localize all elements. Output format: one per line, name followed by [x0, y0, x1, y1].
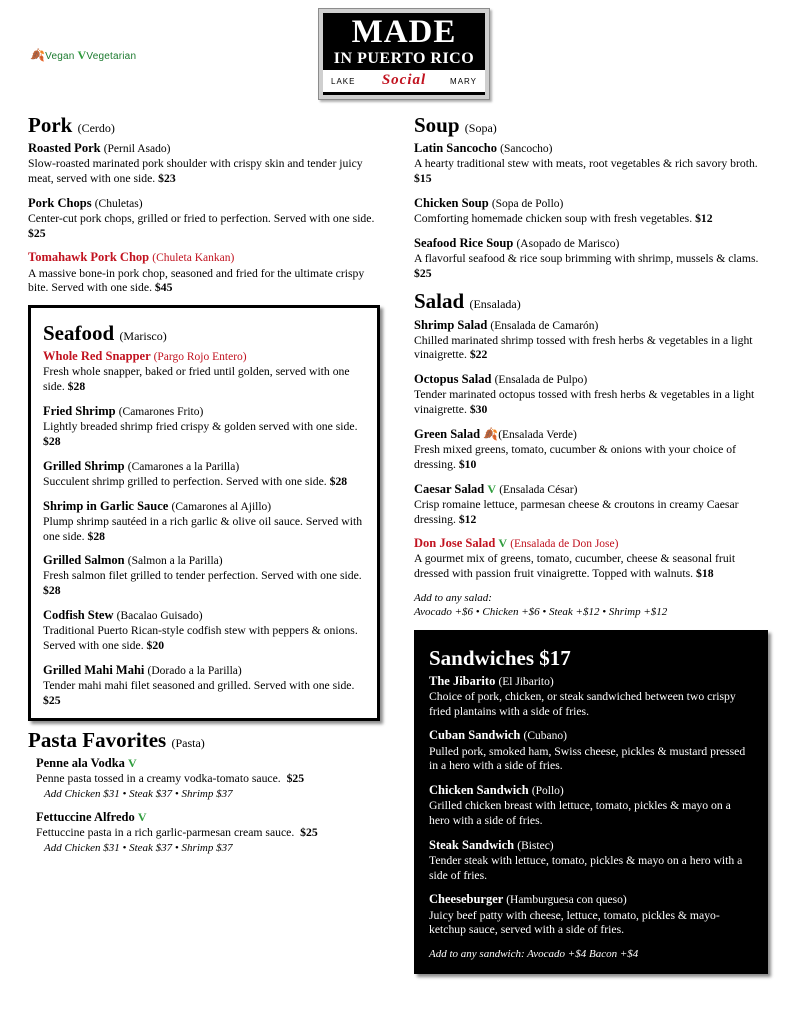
- item-price: $25: [300, 826, 318, 840]
- item-name: Grilled Mahi Mahi (Dorado a la Parilla): [43, 662, 242, 677]
- menu-item: [43, 349, 365, 395]
- menu-item: [43, 663, 365, 709]
- section-title-sandwiches: Sandwiches $17: [429, 645, 571, 670]
- legend-vegan-label: Vegan: [45, 51, 75, 62]
- item-name: Chicken Sandwich (Pollo): [429, 783, 564, 798]
- v-icon: V: [487, 481, 497, 496]
- item-name: Don Jose Salad V (Ensalada de Don Jose): [414, 536, 619, 551]
- item-name: Green Salad 🍂(Ensalada Verde): [414, 426, 577, 441]
- menu-item: [414, 482, 768, 528]
- item-price: $25: [286, 772, 305, 786]
- menu-item: [28, 196, 380, 242]
- menu-item: [429, 728, 753, 774]
- item-name: Steak Sandwich (Bistec): [429, 837, 554, 852]
- item-name: The Jibarito (El Jibarito): [429, 673, 554, 688]
- menu-item: [414, 141, 768, 187]
- section-subtitle-pasta: (Pasta): [171, 736, 205, 751]
- section-seafood: [28, 305, 380, 721]
- item-name: Grilled Salmon (Salmon a la Parilla): [43, 553, 223, 568]
- item-name: Seafood Rice Soup (Asopado de Marisco): [414, 235, 620, 250]
- item-description: Tender mahi mahi filet seasoned and grilled. Served with one side. $25: [43, 678, 355, 707]
- item-name: Whole Red Snapper (Pargo Rojo Entero): [43, 349, 247, 364]
- section-title-pork: Pork (Cerdo): [28, 113, 115, 137]
- item-translation: (Sancocho): [500, 143, 553, 156]
- item-name: Octopus Salad (Ensalada de Pulpo): [414, 372, 588, 387]
- item-description: Lightly breaded shrimp fried crispy & golden served with one side. $28: [43, 420, 358, 448]
- item-translation: (Bacalao Guisado): [116, 609, 203, 622]
- menu-item: [429, 838, 753, 884]
- item-translation: (Dorado a la Parilla): [147, 664, 242, 677]
- item-description: Slow-roasted marinated pork shoulder with crispy skin and tender juicy meat, served with one side. $23: [28, 157, 363, 186]
- item-description: Succulent shrimp grilled to perfection. Served with one side. $28: [43, 474, 348, 488]
- item-price: $28: [67, 380, 86, 394]
- item-translation: (Bistec): [517, 839, 554, 852]
- section-subtitle-soup: (Sopa): [464, 121, 497, 135]
- section-subtitle-pork: (Cerdo): [77, 121, 115, 135]
- item-translation: (Asopado de Marisco): [516, 237, 620, 250]
- item-addons: Add Chicken $31 • Steak $37 • Shrimp $37: [44, 787, 233, 800]
- item-price: $28: [87, 529, 105, 543]
- item-name: Caesar Salad V (Ensalada César): [414, 481, 578, 496]
- item-translation: (Pernil Asado): [103, 143, 171, 156]
- logo-line-in-puerto-rico: IN PUERTO RICO: [333, 50, 475, 67]
- item-addons: Add Chicken $31 • Steak $37 • Shrimp $37: [44, 841, 233, 854]
- menu-item: [36, 756, 380, 801]
- item-description: Penne pasta tossed in a creamy vodka-tomato sauce. $25: [36, 772, 305, 786]
- item-price: $28: [329, 474, 348, 488]
- item-description: Traditional Puerto Rican-style codfish stew with peppers & onions. Served with one side. $20: [43, 624, 358, 652]
- legend-vegetarian-label: Vegetarian: [86, 51, 137, 62]
- salad-addons-label: Add to any salad:: [414, 591, 492, 604]
- item-description: Chilled marinated shrimp tossed with fresh herbs & vegetables in a light vinaigrette. $22: [414, 333, 753, 362]
- item-price: $30: [469, 403, 488, 417]
- item-translation: (Ensalada César): [499, 483, 578, 496]
- menu-item: [429, 892, 753, 938]
- menu-item: [36, 810, 380, 855]
- section-soup: [414, 114, 768, 281]
- item-price: $45: [154, 281, 173, 295]
- item-translation: (El Jibarito): [498, 675, 554, 688]
- item-name: Tomahawk Pork Chop (Chuleta Kankan): [28, 250, 235, 265]
- menu-item: [43, 499, 365, 545]
- menu-item: [414, 536, 768, 582]
- item-price: $25: [414, 266, 432, 280]
- section-pasta: [28, 729, 380, 855]
- item-translation: (Salmon a la Parilla): [127, 555, 223, 568]
- sandwich-addons-line: Add to any sandwich: Avocado +$4 Bacon +$4: [429, 948, 639, 961]
- item-description: Juicy beef patty with cheese, lettuce, tomato, pickles & mayo-ketchup sauce, served with a side of fries.: [429, 908, 720, 937]
- item-price: $25: [28, 226, 46, 240]
- item-price: $12: [695, 212, 713, 225]
- item-description: Fresh salmon filet grilled to tender perfection. Served with one side. $28: [43, 569, 362, 598]
- section-pork: [28, 114, 380, 296]
- item-name: Shrimp in Garlic Sauce (Camarones al Ajillo): [43, 498, 272, 513]
- salad-addons-line: Avocado +$6 • Chicken +$6 • Steak +$12 • Shrimp +$12: [414, 606, 668, 619]
- item-description: Choice of pork, chicken, or steak sandwiched between two crispy fried plantains with a side of fries.: [429, 689, 736, 718]
- v-icon: V: [77, 48, 87, 62]
- v-icon: V: [137, 810, 147, 825]
- item-price: $23: [158, 172, 176, 186]
- menu-item: [28, 250, 380, 296]
- item-translation: (Chuletas): [94, 197, 143, 210]
- item-description: Crisp romaine lettuce, parmesan cheese & croutons in creamy Caesar dressing. $12: [414, 497, 739, 526]
- item-price: $22: [469, 348, 488, 362]
- logo-line-made: MADE: [351, 14, 457, 50]
- leaf-icon: 🍂: [30, 48, 46, 62]
- restaurant-logo: [318, 8, 490, 100]
- item-description: Fresh mixed greens, tomato, cucumber & onions with your choice of dressing. $10: [414, 443, 736, 471]
- item-name: Fried Shrimp (Camarones Frito): [43, 403, 204, 418]
- item-price: $10: [458, 457, 477, 471]
- item-translation: (Camarones a la Parilla): [127, 460, 240, 473]
- section-salad: [414, 290, 768, 619]
- item-translation: (Ensalada de Camarón): [490, 319, 599, 332]
- item-price: $20: [146, 638, 165, 652]
- section-sandwiches: [414, 630, 768, 975]
- menu-item: [43, 608, 365, 654]
- item-translation: (Pollo): [531, 785, 564, 798]
- v-icon: V: [128, 756, 137, 771]
- v-icon: V: [498, 536, 508, 551]
- item-translation: (Sopa de Pollo): [491, 197, 564, 210]
- item-price: $28: [43, 434, 61, 448]
- item-description: A flavorful seafood & rice soup brimming with shrimp, mussels & clams. $25: [414, 251, 759, 280]
- menu-item: [414, 196, 768, 227]
- item-name: Penne ala Vodka V: [36, 756, 137, 771]
- item-name: Latin Sancocho (Sancocho): [414, 141, 553, 156]
- dietary-legend: [30, 48, 136, 63]
- item-price: $28: [43, 584, 61, 598]
- menu-item: [43, 459, 365, 490]
- item-price: $18: [696, 567, 714, 581]
- item-description: Fresh whole snapper, baked or fried until golden, served with one side. $28: [43, 365, 350, 394]
- menu-item: [414, 427, 768, 473]
- item-translation: (Ensalada de Pulpo): [494, 374, 588, 387]
- item-name: Grilled Shrimp (Camarones a la Parilla): [43, 458, 240, 473]
- item-name: Shrimp Salad (Ensalada de Camarón): [414, 317, 599, 332]
- menu-item: [429, 783, 753, 829]
- item-description: Comforting homemade chicken soup with fresh vegetables. $12: [414, 212, 713, 225]
- menu-item: [43, 553, 365, 599]
- item-name: Cheeseburger (Hamburguesa con queso): [429, 892, 627, 907]
- item-translation: (Hamburguesa con queso): [506, 894, 627, 907]
- item-name: Roasted Pork (Pernil Asado): [28, 141, 171, 156]
- item-description: Tender marinated octopus tossed with fresh herbs & vegetables in a light vinaigrette. $30: [414, 388, 755, 417]
- item-name: Pork Chops (Chuletas): [28, 195, 143, 210]
- page-header: [0, 0, 796, 108]
- menu-item: [429, 674, 753, 720]
- menu-item: [43, 404, 365, 450]
- section-title-seafood: Seafood (Marisco): [43, 321, 167, 346]
- item-price: $25: [43, 693, 61, 707]
- item-name: Chicken Soup (Sopa de Pollo): [414, 195, 564, 210]
- item-description: A hearty traditional stew with meats, root vegetables & rich savory broth. $15: [414, 157, 758, 186]
- section-title-soup: Soup (Sopa): [414, 113, 497, 137]
- menu-item: [414, 318, 768, 364]
- item-description: Plump shrimp sautéed in a rich garlic & olive oil sauce. Served with one side. $28: [43, 514, 363, 543]
- section-subtitle-salad: (Ensalada): [469, 297, 521, 312]
- item-price: $12: [458, 512, 477, 526]
- item-name: Cuban Sandwich (Cubano): [429, 728, 567, 743]
- item-name: Codfish Stew (Bacalao Guisado): [43, 607, 203, 622]
- item-description: A gourmet mix of greens, tomato, cucumber, cheese & seasonal fruit dressed with passion fruit vinaigrette. Topped with walnuts. $18: [414, 552, 736, 581]
- menu-item: [28, 141, 380, 187]
- section-subtitle-seafood: (Marisco): [119, 329, 167, 344]
- section-title-salad: Salad (Ensalada): [414, 289, 521, 314]
- item-description: Pulled pork, smoked ham, Swiss cheese, pickles & mustard pressed in a hero with a side of fries.: [429, 744, 746, 773]
- left-column: [0, 108, 398, 974]
- item-translation: (Cubano): [523, 730, 567, 743]
- item-translation: (Ensalada de Don Jose): [510, 538, 619, 551]
- right-column: [398, 108, 796, 974]
- item-description: Grilled chicken breast with lettuce, tomato, pickles & mayo on a hero with a side of fries.: [429, 799, 731, 827]
- item-description: Fettuccine pasta in a rich garlic-parmesan cream sauce. $25: [36, 826, 318, 840]
- logo-lake-label: LAKE: [331, 77, 356, 86]
- item-translation: (Camarones Frito): [118, 405, 204, 418]
- item-translation: (Camarones al Ajillo): [171, 500, 272, 513]
- logo-social-script: Social: [381, 72, 427, 88]
- item-price: $15: [414, 172, 432, 186]
- logo-mary-label: MARY: [450, 77, 477, 86]
- item-description: Center-cut pork chops, grilled or fried to perfection. Served with one side. $25: [28, 212, 375, 240]
- leaf-icon: 🍂: [483, 426, 499, 441]
- item-translation: (Ensalada Verde): [498, 428, 577, 441]
- menu-item: [414, 236, 768, 282]
- item-description: A massive bone-in pork chop, seasoned and fried for the ultimate crispy bite. Served with one side. $45: [28, 266, 365, 295]
- item-translation: (Pargo Rojo Entero): [153, 351, 247, 364]
- menu-item: [414, 372, 768, 418]
- item-translation: (Chuleta Kankan): [152, 252, 235, 265]
- item-name: Fettuccine Alfredo V: [36, 810, 147, 825]
- item-description: Tender steak with lettuce, tomato, pickles & mayo on a hero with a side of fries.: [429, 853, 743, 882]
- section-title-pasta: Pasta Favorites (Pasta): [28, 728, 205, 753]
